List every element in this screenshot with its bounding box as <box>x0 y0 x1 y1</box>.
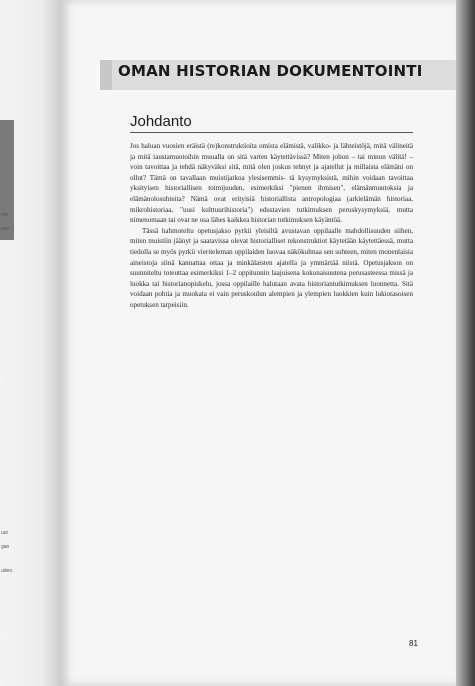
page-number: 81 <box>409 639 418 648</box>
paragraph: Jos haluan vuosien eräistä (re)konstruktioita omista elämistä, valikko- ja lähteistöjä, mitä välineitä ja mitä taustamuotoihin muualla on sitä varten käytettävissä? Miten johon – tai minun välitä! – voin tavoittaa ja tehdä näkyväksi sitä, mitä olen joskus tehnyt ja ajatellut ja millaista elämäni on ollut? Tämä on tavallaan muistijatkoa ylesisemmis- tä kysymyksistä, mihin voidaan tavoittaa yksityisen historiallisen toimijuuden, esimerkiksi "pienen ihmisen", elämänmuutoksia ja elämänolosuhteita? Nämä ovat erityisiä historiallista antropologiaa (arkielämän historiaa, mikrohistoriaa, "uusi kulttuurihistoria") edustavien tutkimuksen peruskysymyksiä, mutta nimenomaan tai ovat ne osa lähes kaikkea historian tutkimuksen käyäntöä. <box>130 142 413 225</box>
left-page-band <box>0 120 14 240</box>
book-page <box>60 0 456 686</box>
right-page-edge <box>456 0 475 686</box>
left-page-fragment: ells <box>1 212 9 218</box>
section-title: Johdanto <box>130 113 192 130</box>
chapter-title: OMAN HISTORIAN DOKUMENTOINTI <box>118 62 423 80</box>
left-page-fragment: uur <box>1 530 9 536</box>
section-rule <box>130 132 413 133</box>
paragraph: Tässä hahmoteltu opetusjakso pyrkii yleisiltä avustavan oppilaalle mahdollisuuden siihen, miten muistiin jäänyt ja saatavissa olevat historialliset rekonstruktiot käytetään käytettäessä, mutta tiedolla se myös pyrkii vieriteleman oppilaiden luovaa näkökulmaa sen suhteen, miten monenlaisia aineistoja siinä kannattaa ottaa ja minkälaisten ajatella ja ymmärtää niistä. Opetusjakson on suunniteltu toteuttaa esimerkiksi 1–2 oppitunnin laajuisena kokonaisuutena perusasteessa missä ja luokka tai historianopiskelu, jossa oppilaille halutaan avata historiantutkimuksen luonnetta. Sitä voidaan pohtia ja muokata ei vain peruskoulun alempien ja ylempien luokkien kuin lukiotasoisen opetuksen tarpeisiin. <box>130 226 413 309</box>
header-bar-edge <box>100 60 112 90</box>
left-page-fragment: gan <box>1 544 10 550</box>
left-page-edge <box>0 0 60 686</box>
left-page-fragment: aan <box>1 226 10 232</box>
body-text <box>130 141 413 311</box>
left-page-fragment: uden. <box>1 568 14 574</box>
